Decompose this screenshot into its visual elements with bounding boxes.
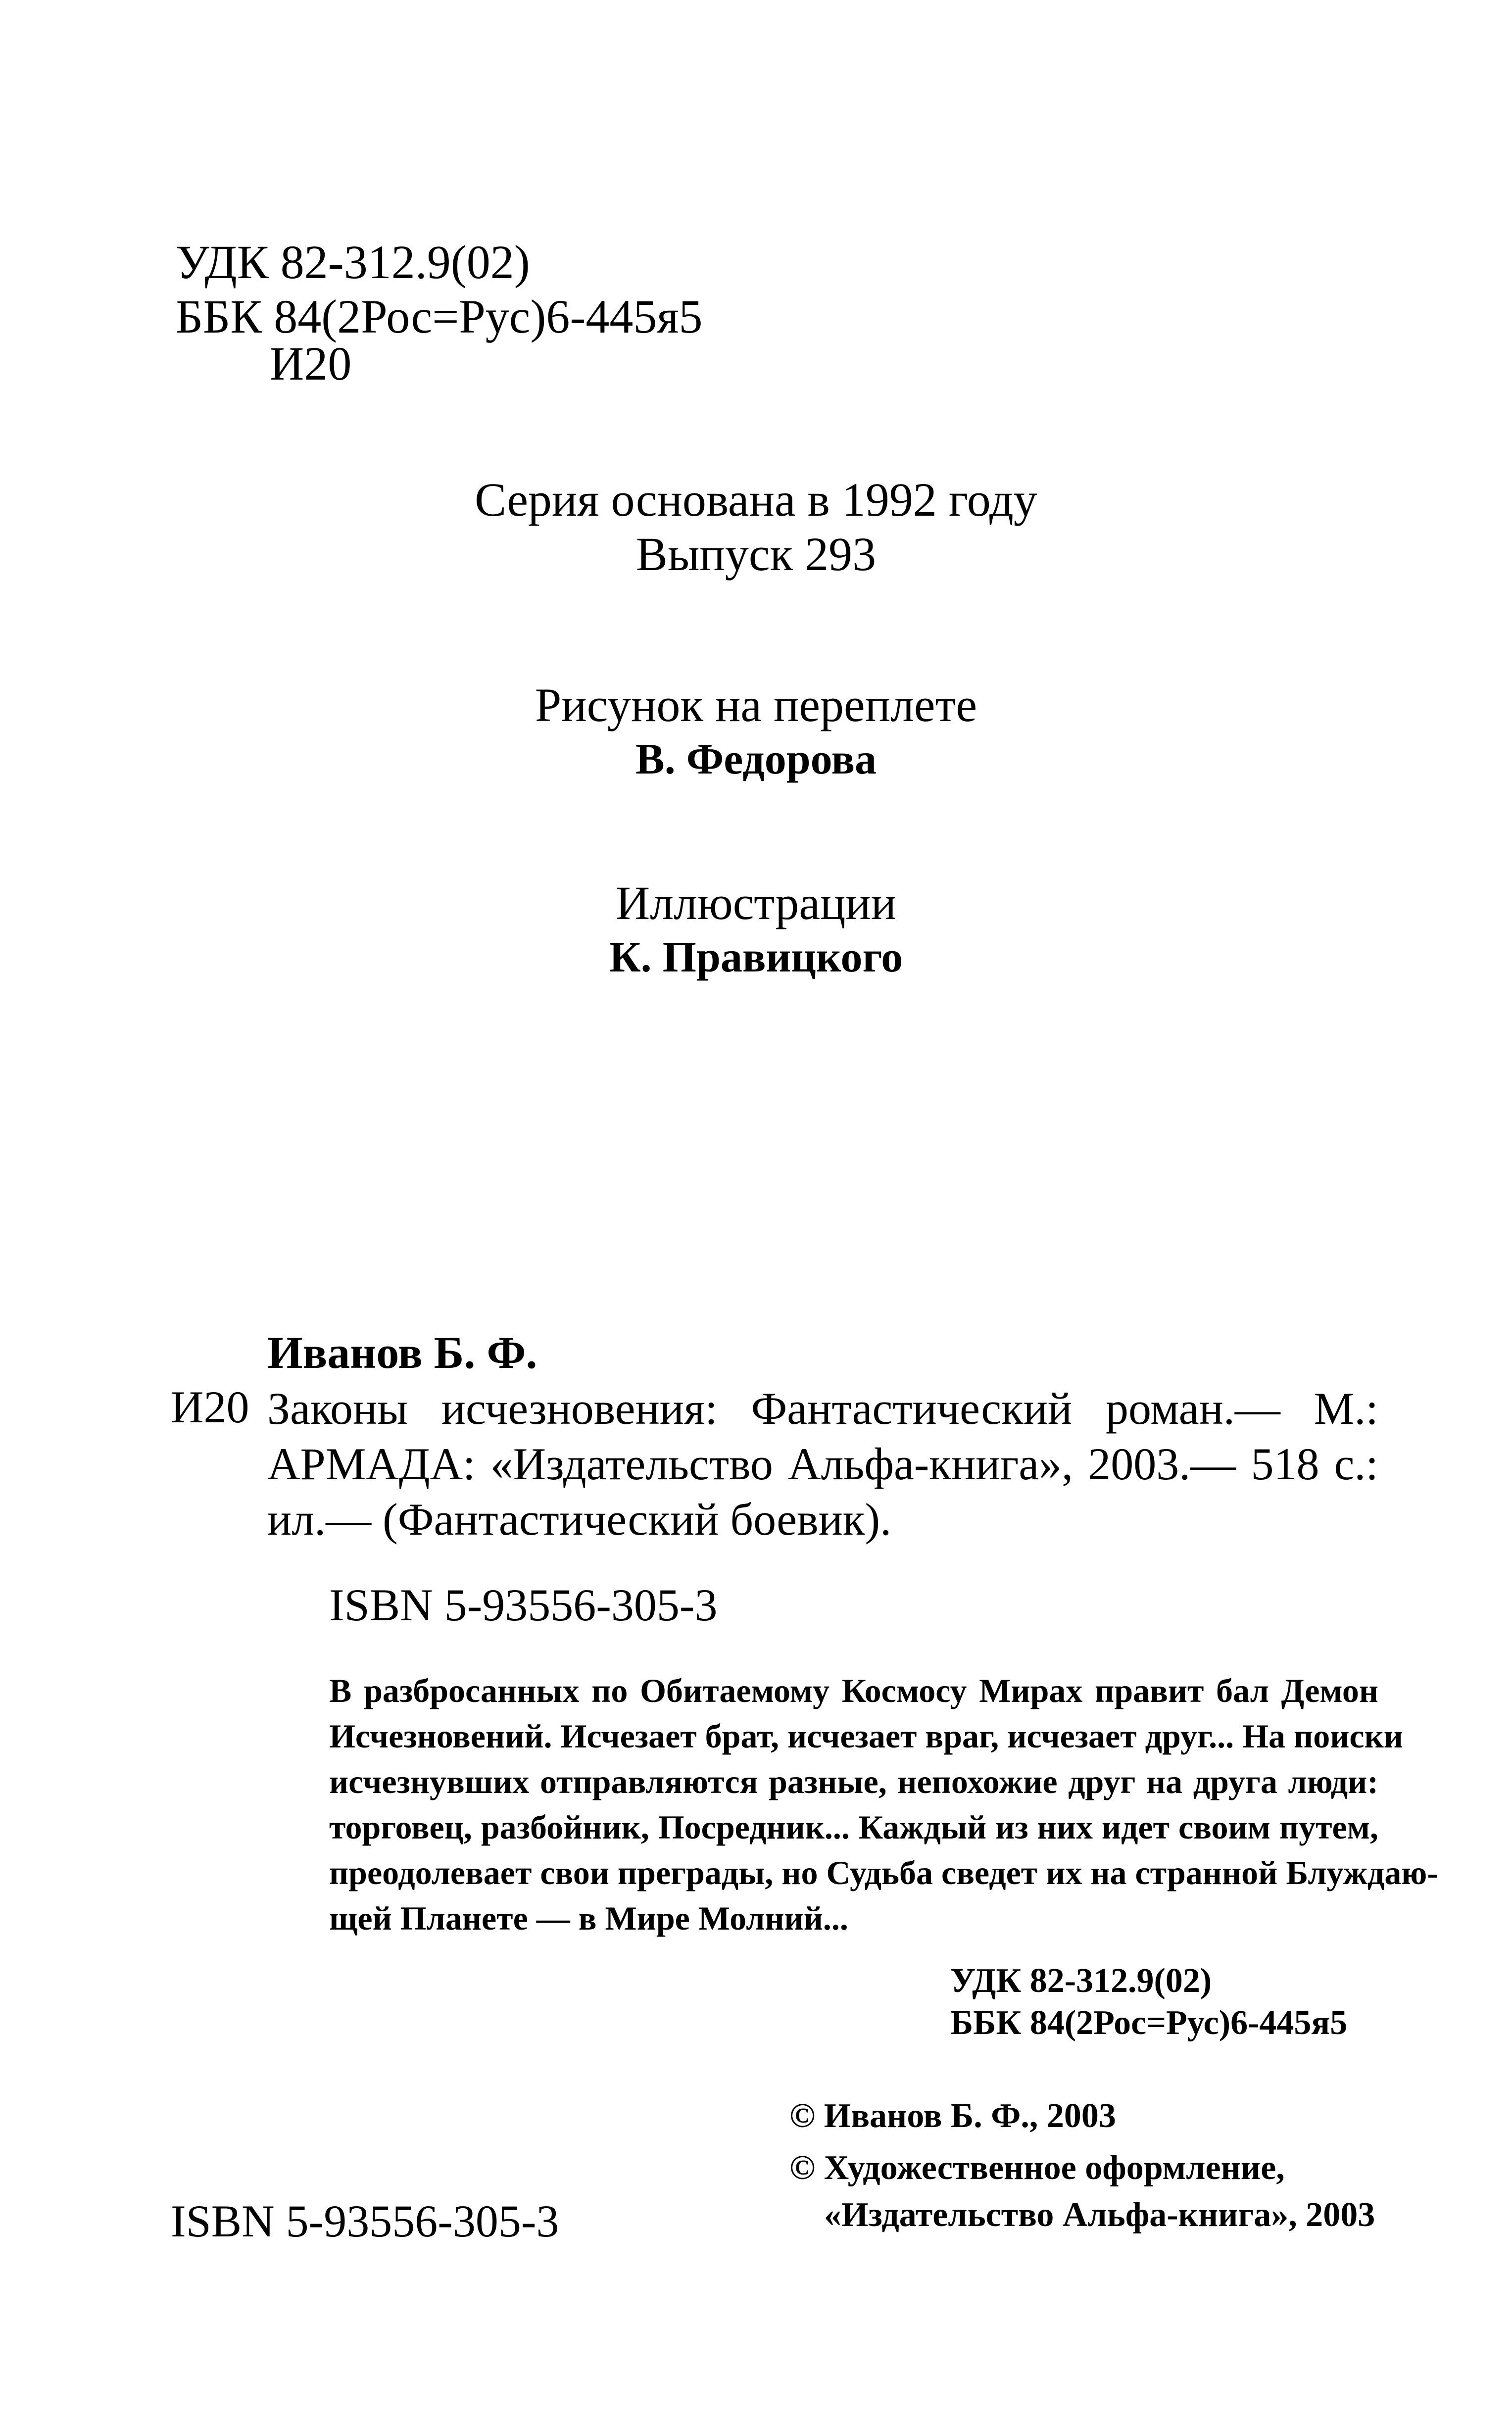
udk-code: УДК 82-312.9(02) [176,236,530,289]
bib-line: АРМАДА: «Издательство Альфа-книга», 2003.— 518 с.: [267,1439,1378,1489]
annotation-line: Исчезновений. Исчезает брат, исчезает враг, исчезает друг... На поиски [329,1717,1403,1755]
copyright-design-label: © Художественное оформление, [789,2149,1285,2187]
illustrations-label: Иллюстрации [615,876,897,929]
author-mark: И20 [270,337,352,390]
annotation-line: преодолевает свои преграды, но Судьба сведет их на странной Блуждаю- [329,1854,1438,1891]
bib-author: Иванов Б. Ф. [267,1327,537,1378]
bbk-code: ББК 84(2Рос=Рус)6-445я5 [176,290,703,343]
bbk-bottom: ББК 84(2Рос=Рус)6-445я5 [950,2004,1348,2042]
bib-line: Законы исчезновения: Фантастический роман.— М.: [267,1383,1378,1434]
cover-art-artist: В. Федорова [635,735,877,783]
bib-code: И20 [171,1382,249,1432]
annotation-line: В разбросанных по Обитаемому Космосу Мирах правит бал Демон [329,1672,1378,1709]
cover-art-block [0,678,1512,787]
copyright-publisher: «Издательство Альфа-книга», 2003 [824,2196,1375,2234]
bib-line: ил.— (Фантастический боевик). [267,1494,892,1545]
isbn-bottom: ISBN 5-93556-305-3 [171,2196,559,2246]
series-block [0,473,1512,581]
series-issue: Выпуск 293 [635,528,877,581]
bib-description [267,1381,1378,1547]
annotation [329,1668,1438,1941]
copyright-author: © Иванов Б. Ф., 2003 [789,2097,1116,2135]
illustrations-artist: К. Правицкого [609,933,903,981]
series-founded: Серия основана в 1992 году [475,473,1037,526]
isbn-inner: ISBN 5-93556-305-3 [329,1580,718,1630]
udk-bottom: УДК 82-312.9(02) [950,1962,1212,2000]
cover-art-label: Рисунок на переплете [535,678,977,731]
annotation-line: щей Планете — в Мире Молний... [329,1899,848,1937]
annotation-line: торговец, разбойник, Посредник... Каждый из них идет своим путем, [329,1808,1378,1846]
illustrations-block [0,876,1512,985]
annotation-line: исчезнувших отправляются разные, непохожие друг на друга люди: [329,1763,1378,1800]
